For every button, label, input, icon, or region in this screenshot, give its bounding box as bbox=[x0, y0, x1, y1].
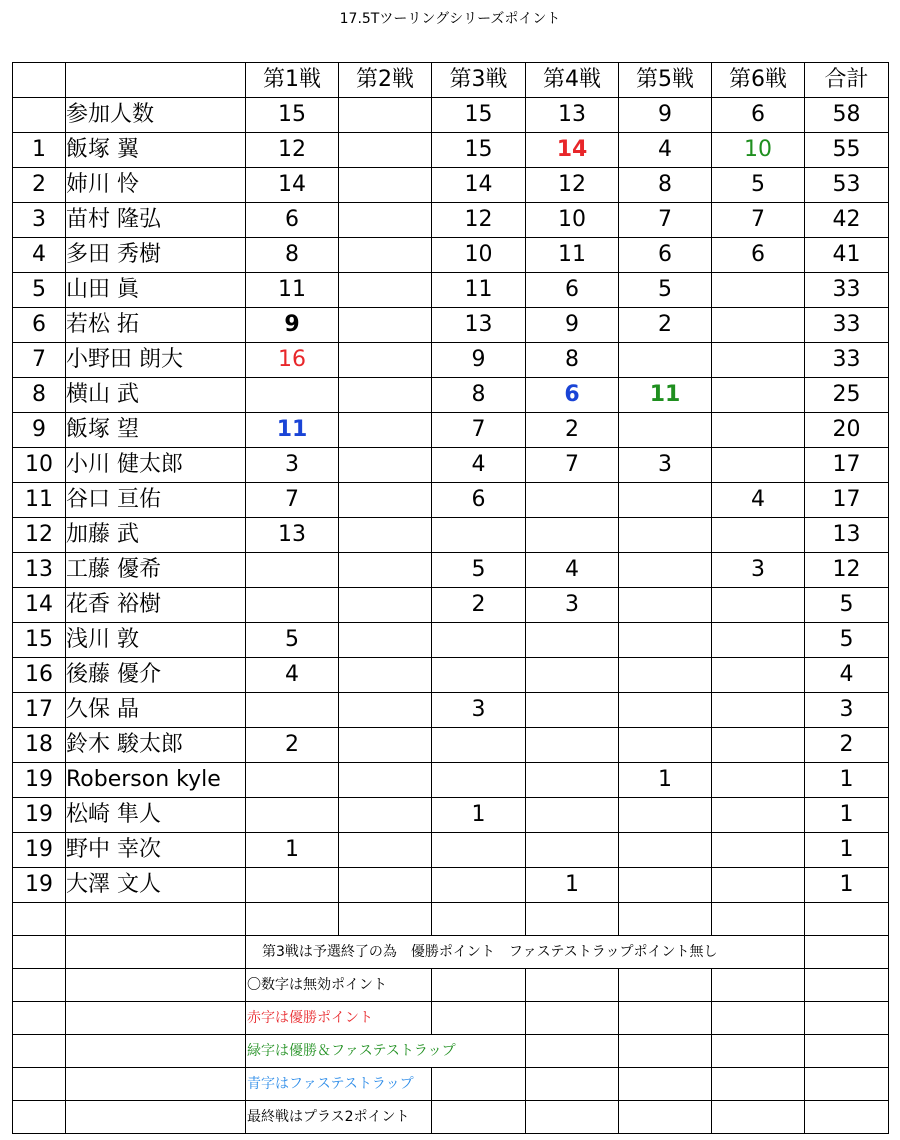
race-3-points: 15 bbox=[432, 133, 526, 168]
driver-name: 工藤 優希 bbox=[66, 553, 246, 588]
driver-name: 飯塚 望 bbox=[66, 413, 246, 448]
race-2-points bbox=[339, 238, 432, 273]
header-rank bbox=[13, 63, 66, 98]
rank-cell: 3 bbox=[13, 203, 66, 238]
race-3-points: 12 bbox=[432, 203, 526, 238]
race-6-points bbox=[712, 798, 805, 833]
race-2-points bbox=[339, 273, 432, 308]
race-2-points bbox=[339, 343, 432, 378]
table-row bbox=[13, 168, 889, 203]
driver-name: 小野田 朗大 bbox=[66, 343, 246, 378]
rank-cell: 6 bbox=[13, 308, 66, 343]
race-1-points: 13 bbox=[246, 518, 339, 553]
header-race-1: 第1戦 bbox=[246, 63, 339, 98]
race-3-points: 11 bbox=[432, 273, 526, 308]
race-5-points: 1 bbox=[619, 763, 712, 798]
race-6-points bbox=[712, 693, 805, 728]
rank-cell: 5 bbox=[13, 273, 66, 308]
total-points: 25 bbox=[805, 378, 889, 413]
table-row bbox=[13, 448, 889, 483]
total-points: 53 bbox=[805, 168, 889, 203]
total-points: 1 bbox=[805, 798, 889, 833]
table-row bbox=[13, 868, 889, 903]
total-points: 20 bbox=[805, 413, 889, 448]
race-6-points: 5 bbox=[712, 168, 805, 203]
race-5-points bbox=[619, 413, 712, 448]
race-3-points: 4 bbox=[432, 448, 526, 483]
total-points: 12 bbox=[805, 553, 889, 588]
race-5-points bbox=[619, 588, 712, 623]
total-points: 5 bbox=[805, 588, 889, 623]
race-2-points bbox=[339, 868, 432, 903]
race-5-points bbox=[619, 518, 712, 553]
race-5-points bbox=[619, 728, 712, 763]
points-table bbox=[12, 62, 889, 1134]
race-2-points bbox=[339, 623, 432, 658]
race-4-points bbox=[526, 483, 619, 518]
driver-name: 野中 幸次 bbox=[66, 833, 246, 868]
race-6-points bbox=[712, 728, 805, 763]
race-5-points: 5 bbox=[619, 273, 712, 308]
race-4-points bbox=[526, 728, 619, 763]
race-1-points bbox=[246, 798, 339, 833]
race-4-points: 12 bbox=[526, 168, 619, 203]
note-red-legend: 赤字は優勝ポイント bbox=[246, 1002, 432, 1035]
driver-name: 姉川 怜 bbox=[66, 168, 246, 203]
race-5-points: 7 bbox=[619, 203, 712, 238]
race-6-points: 10 bbox=[712, 133, 805, 168]
race-2-points bbox=[339, 763, 432, 798]
participants-label: 参加人数 bbox=[66, 98, 246, 133]
race-4-points: 3 bbox=[526, 588, 619, 623]
race-5-points bbox=[619, 693, 712, 728]
note-row bbox=[13, 1068, 889, 1101]
race-6-points: 7 bbox=[712, 203, 805, 238]
total-points: 33 bbox=[805, 273, 889, 308]
header-row bbox=[13, 63, 889, 98]
table-row bbox=[13, 693, 889, 728]
header-race-6: 第6戦 bbox=[712, 63, 805, 98]
race-4-points bbox=[526, 798, 619, 833]
note-green-legend: 緑字は優勝＆ファステストラップ bbox=[246, 1035, 526, 1068]
race-1-points bbox=[246, 693, 339, 728]
table-row bbox=[13, 203, 889, 238]
race-3-points bbox=[432, 833, 526, 868]
race-5-points bbox=[619, 483, 712, 518]
note-blue-legend: 青字はファステストラップ bbox=[246, 1068, 432, 1101]
driver-name: 後藤 優介 bbox=[66, 658, 246, 693]
rank-cell: 15 bbox=[13, 623, 66, 658]
race-1-points: 11 bbox=[246, 273, 339, 308]
race-1-points bbox=[246, 553, 339, 588]
driver-name: 横山 武 bbox=[66, 378, 246, 413]
race-4-points bbox=[526, 623, 619, 658]
total-points: 42 bbox=[805, 203, 889, 238]
race-5-points: 6 bbox=[619, 238, 712, 273]
race-6-points bbox=[712, 658, 805, 693]
race-2-points bbox=[339, 133, 432, 168]
total-points: 2 bbox=[805, 728, 889, 763]
race-1-points: 9 bbox=[246, 308, 339, 343]
total-points: 13 bbox=[805, 518, 889, 553]
note-row bbox=[13, 936, 889, 969]
race-4-points: 8 bbox=[526, 343, 619, 378]
race-6-points bbox=[712, 413, 805, 448]
race-4-points: 9 bbox=[526, 308, 619, 343]
race-3-points bbox=[432, 658, 526, 693]
note-row bbox=[13, 1002, 889, 1035]
race-1-points: 14 bbox=[246, 168, 339, 203]
race-3-points: 6 bbox=[432, 483, 526, 518]
race-2-points bbox=[339, 798, 432, 833]
header-total: 合計 bbox=[805, 63, 889, 98]
participants-race-2 bbox=[339, 98, 432, 133]
race-5-points bbox=[619, 553, 712, 588]
race-1-points bbox=[246, 763, 339, 798]
rank-cell: 8 bbox=[13, 378, 66, 413]
total-points: 1 bbox=[805, 868, 889, 903]
race-6-points bbox=[712, 448, 805, 483]
table-row bbox=[13, 238, 889, 273]
race-3-points: 14 bbox=[432, 168, 526, 203]
race-1-points: 12 bbox=[246, 133, 339, 168]
race-6-points bbox=[712, 518, 805, 553]
total-points: 1 bbox=[805, 833, 889, 868]
driver-name: 浅川 敦 bbox=[66, 623, 246, 658]
race-1-points: 8 bbox=[246, 238, 339, 273]
header-race-4: 第4戦 bbox=[526, 63, 619, 98]
note-row bbox=[13, 1035, 889, 1068]
rank-cell: 9 bbox=[13, 413, 66, 448]
race-3-points: 3 bbox=[432, 693, 526, 728]
driver-name: 松崎 隼人 bbox=[66, 798, 246, 833]
race-1-points: 11 bbox=[246, 413, 339, 448]
participants-race-3: 15 bbox=[432, 98, 526, 133]
rank-cell: 1 bbox=[13, 133, 66, 168]
table-row bbox=[13, 833, 889, 868]
participants-total: 58 bbox=[805, 98, 889, 133]
race-4-points: 4 bbox=[526, 553, 619, 588]
race-6-points: 4 bbox=[712, 483, 805, 518]
race-2-points bbox=[339, 308, 432, 343]
participants-race-5: 9 bbox=[619, 98, 712, 133]
driver-name: 多田 秀樹 bbox=[66, 238, 246, 273]
rank-cell: 7 bbox=[13, 343, 66, 378]
race-1-points: 4 bbox=[246, 658, 339, 693]
total-points: 1 bbox=[805, 763, 889, 798]
total-points: 17 bbox=[805, 448, 889, 483]
note-row bbox=[13, 969, 889, 1002]
race-4-points bbox=[526, 693, 619, 728]
rank-cell: 2 bbox=[13, 168, 66, 203]
table-row bbox=[13, 763, 889, 798]
race-1-points bbox=[246, 588, 339, 623]
rank-cell: 13 bbox=[13, 553, 66, 588]
blank-row bbox=[13, 903, 889, 936]
race-6-points bbox=[712, 378, 805, 413]
table-row bbox=[13, 728, 889, 763]
table-row bbox=[13, 658, 889, 693]
race-6-points: 3 bbox=[712, 553, 805, 588]
race-3-points: 2 bbox=[432, 588, 526, 623]
rank-cell: 4 bbox=[13, 238, 66, 273]
race-2-points bbox=[339, 553, 432, 588]
race-5-points: 8 bbox=[619, 168, 712, 203]
race-1-points bbox=[246, 378, 339, 413]
rank-cell: 19 bbox=[13, 763, 66, 798]
total-points: 4 bbox=[805, 658, 889, 693]
race-4-points: 14 bbox=[526, 133, 619, 168]
driver-name: 花香 裕樹 bbox=[66, 588, 246, 623]
total-points: 3 bbox=[805, 693, 889, 728]
driver-name: 鈴木 駿太郎 bbox=[66, 728, 246, 763]
race-4-points: 1 bbox=[526, 868, 619, 903]
race-6-points bbox=[712, 308, 805, 343]
race-2-points bbox=[339, 588, 432, 623]
rank-cell: 19 bbox=[13, 833, 66, 868]
race-3-points: 10 bbox=[432, 238, 526, 273]
rank-cell: 18 bbox=[13, 728, 66, 763]
race-2-points bbox=[339, 658, 432, 693]
driver-name: 飯塚 翼 bbox=[66, 133, 246, 168]
participants-row bbox=[13, 98, 889, 133]
race-5-points bbox=[619, 623, 712, 658]
race-6-points: 6 bbox=[712, 238, 805, 273]
table-row bbox=[13, 623, 889, 658]
race-5-points bbox=[619, 798, 712, 833]
rank-cell: 19 bbox=[13, 868, 66, 903]
race-2-points bbox=[339, 833, 432, 868]
rank-cell: 12 bbox=[13, 518, 66, 553]
total-points: 41 bbox=[805, 238, 889, 273]
driver-name: 苗村 隆弘 bbox=[66, 203, 246, 238]
note-race3: 第3戦は予選終了の為 優勝ポイント ファステストラップポイント無し bbox=[246, 936, 805, 969]
race-2-points bbox=[339, 448, 432, 483]
participants-rank bbox=[13, 98, 66, 133]
table-row bbox=[13, 343, 889, 378]
total-points: 33 bbox=[805, 343, 889, 378]
race-6-points bbox=[712, 868, 805, 903]
total-points: 55 bbox=[805, 133, 889, 168]
race-6-points bbox=[712, 273, 805, 308]
race-1-points: 5 bbox=[246, 623, 339, 658]
driver-name: 大澤 文人 bbox=[66, 868, 246, 903]
race-3-points bbox=[432, 623, 526, 658]
race-2-points bbox=[339, 728, 432, 763]
rank-cell: 16 bbox=[13, 658, 66, 693]
race-5-points bbox=[619, 833, 712, 868]
race-2-points bbox=[339, 413, 432, 448]
race-4-points: 11 bbox=[526, 238, 619, 273]
rank-cell: 17 bbox=[13, 693, 66, 728]
participants-race-4: 13 bbox=[526, 98, 619, 133]
driver-name: Roberson kyle bbox=[66, 763, 246, 798]
race-3-points bbox=[432, 763, 526, 798]
race-3-points: 1 bbox=[432, 798, 526, 833]
total-points: 17 bbox=[805, 483, 889, 518]
race-1-points: 1 bbox=[246, 833, 339, 868]
race-2-points bbox=[339, 693, 432, 728]
rank-cell: 11 bbox=[13, 483, 66, 518]
table-row bbox=[13, 518, 889, 553]
driver-name: 谷口 亘佑 bbox=[66, 483, 246, 518]
race-4-points: 10 bbox=[526, 203, 619, 238]
race-3-points bbox=[432, 868, 526, 903]
race-6-points bbox=[712, 588, 805, 623]
race-5-points bbox=[619, 658, 712, 693]
note-final-race-bonus: 最終戦はプラス2ポイント bbox=[246, 1101, 432, 1134]
race-1-points: 7 bbox=[246, 483, 339, 518]
race-3-points: 8 bbox=[432, 378, 526, 413]
race-4-points: 6 bbox=[526, 378, 619, 413]
race-1-points bbox=[246, 868, 339, 903]
race-3-points: 13 bbox=[432, 308, 526, 343]
race-3-points: 9 bbox=[432, 343, 526, 378]
race-4-points bbox=[526, 518, 619, 553]
rank-cell: 14 bbox=[13, 588, 66, 623]
note-invalid-points: 〇数字は無効ポイント bbox=[246, 969, 432, 1002]
race-5-points bbox=[619, 343, 712, 378]
race-1-points: 6 bbox=[246, 203, 339, 238]
table-row bbox=[13, 133, 889, 168]
table-row bbox=[13, 413, 889, 448]
race-5-points: 3 bbox=[619, 448, 712, 483]
table-row bbox=[13, 588, 889, 623]
race-4-points: 2 bbox=[526, 413, 619, 448]
race-4-points: 7 bbox=[526, 448, 619, 483]
table-row bbox=[13, 273, 889, 308]
header-race-5: 第5戦 bbox=[619, 63, 712, 98]
note-row bbox=[13, 1101, 889, 1134]
race-5-points: 11 bbox=[619, 378, 712, 413]
race-1-points: 3 bbox=[246, 448, 339, 483]
driver-name: 若松 拓 bbox=[66, 308, 246, 343]
race-6-points bbox=[712, 343, 805, 378]
driver-name: 山田 眞 bbox=[66, 273, 246, 308]
race-3-points bbox=[432, 518, 526, 553]
driver-name: 久保 晶 bbox=[66, 693, 246, 728]
race-5-points bbox=[619, 868, 712, 903]
driver-name: 加藤 武 bbox=[66, 518, 246, 553]
race-5-points: 4 bbox=[619, 133, 712, 168]
sheet-title: 17.5Tツーリングシリーズポイント bbox=[339, 11, 561, 27]
participants-race-1: 15 bbox=[246, 98, 339, 133]
table-row bbox=[13, 483, 889, 518]
table-row bbox=[13, 378, 889, 413]
race-2-points bbox=[339, 378, 432, 413]
table-row bbox=[13, 553, 889, 588]
race-2-points bbox=[339, 483, 432, 518]
total-points: 5 bbox=[805, 623, 889, 658]
race-4-points bbox=[526, 833, 619, 868]
race-6-points bbox=[712, 623, 805, 658]
race-1-points: 2 bbox=[246, 728, 339, 763]
race-2-points bbox=[339, 168, 432, 203]
rank-cell: 10 bbox=[13, 448, 66, 483]
race-2-points bbox=[339, 203, 432, 238]
header-race-3: 第3戦 bbox=[432, 63, 526, 98]
race-6-points bbox=[712, 833, 805, 868]
header-name bbox=[66, 63, 246, 98]
race-3-points: 5 bbox=[432, 553, 526, 588]
race-2-points bbox=[339, 518, 432, 553]
header-race-2: 第2戦 bbox=[339, 63, 432, 98]
table-row bbox=[13, 308, 889, 343]
driver-name: 小川 健太郎 bbox=[66, 448, 246, 483]
total-points: 33 bbox=[805, 308, 889, 343]
race-3-points bbox=[432, 728, 526, 763]
race-4-points bbox=[526, 658, 619, 693]
rank-cell: 19 bbox=[13, 798, 66, 833]
race-4-points bbox=[526, 763, 619, 798]
participants-race-6: 6 bbox=[712, 98, 805, 133]
race-1-points: 16 bbox=[246, 343, 339, 378]
race-3-points: 7 bbox=[432, 413, 526, 448]
race-4-points: 6 bbox=[526, 273, 619, 308]
race-5-points: 2 bbox=[619, 308, 712, 343]
race-6-points bbox=[712, 763, 805, 798]
table-row bbox=[13, 798, 889, 833]
